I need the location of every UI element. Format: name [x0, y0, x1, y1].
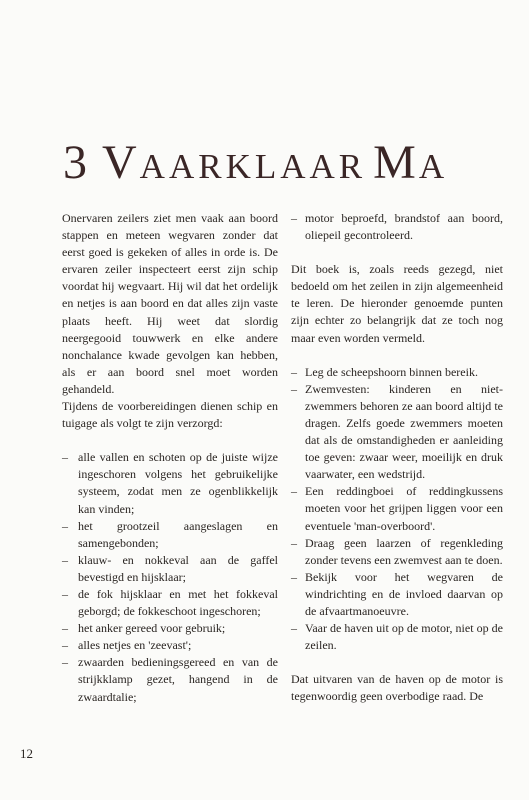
- preparation-paragraph: Tijdens de voorbereidingen dienen schip en tuigage als volgt te zijn verzorgd:: [62, 399, 278, 431]
- list-item: – Bekijk voor het wegvaren de windrichting en de invloed daarvan op de afvaartmanoeuvre.: [291, 569, 503, 620]
- list-item: – het grootzeil aangeslagen en samengebonden;: [62, 518, 278, 552]
- list-item: – Vaar de haven uit op de motor, niet op de zeilen.: [291, 620, 503, 654]
- list-item: – motor beproefd, brandstof aan boord, oliepeil gecontroleerd.: [291, 210, 503, 244]
- list-item: – Draag geen laarzen of regenkleding zonder tevens een zwemvest aan te doen.: [291, 535, 503, 569]
- left-text-column: [62, 210, 278, 706]
- list-item: – zwaarden bedieningsgereed en van de strijkklamp gezet, hangend in de zwaardtalie;: [62, 654, 278, 705]
- list-item: – alles netjes en 'zeevast';: [62, 637, 278, 654]
- list-item: – Leg de scheepshoorn binnen bereik.: [291, 364, 503, 381]
- page-number: 12: [20, 746, 33, 761]
- chapter-title-initial: V: [102, 136, 140, 189]
- list-item: – klauw- en nokkeval aan de gaffel bevestigd en hijsklaar;: [62, 552, 278, 586]
- safety-list: [291, 364, 503, 655]
- right-text-column: [291, 210, 503, 705]
- chapter-title-rest: AARKLAAR: [139, 147, 367, 186]
- list-item: – de fok hijsklaar en met het fokkeval geborgd; de fokkeschoot ingeschoren;: [62, 586, 278, 620]
- intro-paragraph: Onervaren zeilers ziet men vaak aan boord stappen en meteen wegvaren zonder dat eerst goed is gekeken of alles in orde is. De ervaren zeiler inspecteert eerst zijn schip voordat hij wegvaart. Hij wil dat het ordelijk en netjes is aan boord en dat alles zijn vaste plaats heeft. Hij weet dat slordig neergegooid touwwerk en elke andere nonchalance kwade gevolgen kan hebben, als er aan boord snel moet worden gehandeld.: [62, 211, 278, 396]
- purpose-paragraph: Dit boek is, zoals reeds gezegd, niet bedoeld om het zeilen in zijn algemeenheid te leren. De hieronder genoemde punten zijn echter zo belangrijk dat ze toch nog maar even worden vermeld.: [291, 262, 503, 345]
- list-item: – Zwemvesten: kinderen en niet-zwemmers behoren ze aan boord altijd te dragen. Zelfs goede zwemmers moeten dat als de omstandigheden er aanleiding toe geven: zwaar weer, moeilijk en druk vaarwater, een wedstrijd.: [291, 381, 503, 484]
- list-item: – alle vallen en schoten op de juiste wijze ingeschoren volgens het gebruikelijke systeem, zodat men ze ogenblikkelijk kan vinden;: [62, 449, 278, 517]
- list-item: – het anker gereed voor gebruik;: [62, 620, 278, 637]
- list-item: – Een reddingboei of reddingkussens moeten voor het grijpen liggen voor een eventuele 'man-overboord'.: [291, 483, 503, 534]
- continued-list: [291, 210, 503, 244]
- preparation-list: [62, 449, 278, 705]
- chapter-number: 3: [63, 136, 90, 189]
- chapter-title-word2-initial: M: [373, 136, 419, 189]
- chapter-title-word2-rest: A: [418, 147, 449, 186]
- chapter-heading: [63, 135, 448, 190]
- harbour-paragraph: Dat uitvaren van de haven op de motor is tegenwoordig geen overbodige raad. De: [291, 672, 503, 704]
